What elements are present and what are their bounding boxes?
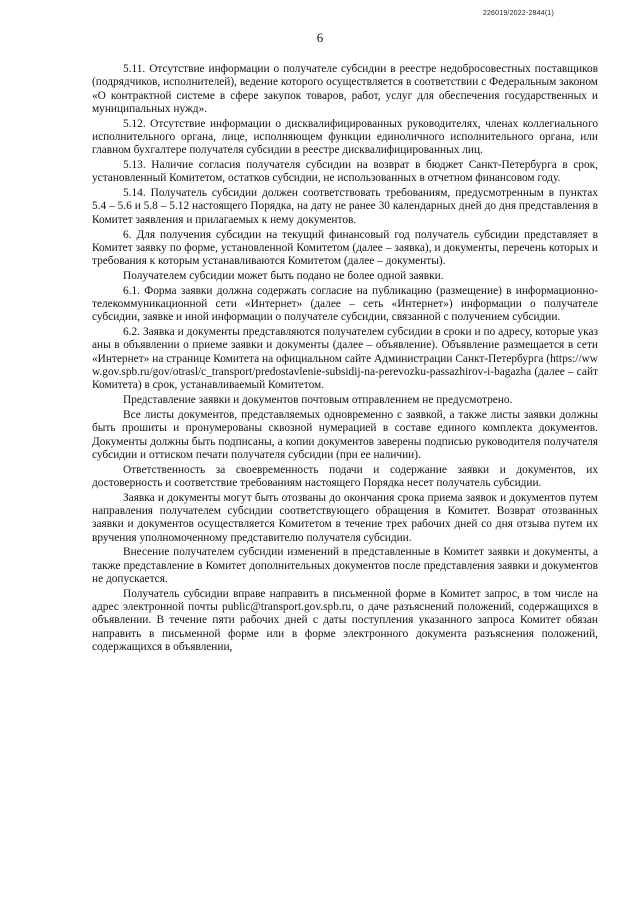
paragraph-5-14: 5.14. Получатель субсидии должен соответствовать требованиям, предусмотренным в пунктах 5.4 – 5.6 и 5.8 – 5.12 настоящего Порядка, на дату не ранее 30 календарных дней до дня представления в Комитет заявления и прилагаемых к нему документов. [92, 187, 598, 226]
paragraph-withdrawal: Заявка и документы могут быть отозваны до окончания срока приема заявок и документов путем направления получателем субсидии соответствующего обращения в Комитет. Возврат отозванных заявки и документов осуществляется Комитетом в течение трех рабочих дней со дня отзыва путем их вручения уполномоченному представителю получателя субсидии. [92, 491, 598, 544]
paragraph-6-1: 6.1. Форма заявки должна содержать согласие на публикацию (размещение) в информационно-телекоммуникационной сети «Интернет» (далее – сеть «Интернет») информации о получателе субсидии, заявке и иной информации о получателе субсидии, связанной с получением субсидии. [92, 284, 598, 324]
paragraph-sheets: Все листы документов, представляемых одновременно с заявкой, а также листы заявки должны быть прошиты и пронумерованы сквозной нумерацией в составе единого комплекта документов. Документы должны быть подписаны, а копии документов заверены подписью руководителя получателя субсидии и оттиском печати получателя субсидии (при ее наличии). [92, 408, 598, 461]
paragraph-responsibility: Ответственность за своевременность подачи и содержание заявки и документов, их достоверность и соответствие требованиям настоящего Порядка несет получатель субсидии. [92, 463, 598, 489]
paragraph-changes: Внесение получателем субсидии изменений в представленные в Комитет заявки и документы, а также представление в Комитет дополнительных документов после представления заявки и документов не допускается. [92, 546, 598, 585]
paragraph-6: 6. Для получения субсидии на текущий финансовый год получатель субсидии представляет в Комитет заявку по форме, установленной Комитетом (далее – заявка), и документы, перечень которых и требования к которым устанавливаются Комитетом (далее – документы). [92, 228, 598, 268]
paragraph-5-12: 5.12. Отсутствие информации о дисквалифицированных руководителях, членах коллегиального исполнительного органа, лице, исполняющем функции единоличного исполнительного органа, или главном бухгалтере получателя субсидии в реестре дисквалифицированных лиц. [92, 117, 598, 157]
paragraph-no-postal: Представление заявки и документов почтовым отправлением не предусмотрено. [123, 394, 513, 407]
paragraph-5-13: 5.13. Наличие согласия получателя субсидии на возврат в бюджет Санкт-Петербурга в срок, установленный Комитетом, остатков субсидии, не использованных в отчетном финансовом году. [92, 159, 598, 185]
paragraph-one-application: Получателем субсидии может быть подано не более одной заявки. [123, 269, 444, 282]
document-registration-number: 226019/2022-2844(1) [482, 10, 554, 17]
document-body [92, 63, 598, 656]
page-number: 6 [316, 30, 324, 45]
paragraph-clarification-request: Получатель субсидии вправе направить в письменной форме в Комитет запрос, в том числе на адрес электронной почты public@transport.gov.spb.ru, о даче разъяснений положений, содержащихся в объявлении. В течение пяти рабочих дней с даты поступления указанного запроса Комитет обязан направить в письменной форме или в форме электронного документа разъяснения положений, содержащихся в объявлении, [92, 587, 598, 653]
paragraph-5-11: 5.11. Отсутствие информации о получателе субсидии в реестре недобросовестных поставщиков (подрядчиков, исполнителей), ведение которого осуществляется в соответствии с Федеральным законом «О контрактной системе в сфере закупок товаров, работ, услуг для обеспечения государственных и муниципальных нужд». [92, 63, 598, 115]
paragraph-6-2: 6.2. Заявка и документы представляются получателем субсидии в сроки и по адресу, которые указаны в объявлении о приеме заявки и документы (далее – объявление). Объявление размещается в сети «Интернет» на странице Комитета на официальном сайте Администрации Санкт-Петербурга (https://www.gov.spb.ru/gov/otrasl/c_transport/predostavlenie-subsidij-na-perevozku-passazhirov-i-bagazha (далее – сайт Комитета) в срок, устанавливаемый Комитетом. [92, 326, 598, 392]
